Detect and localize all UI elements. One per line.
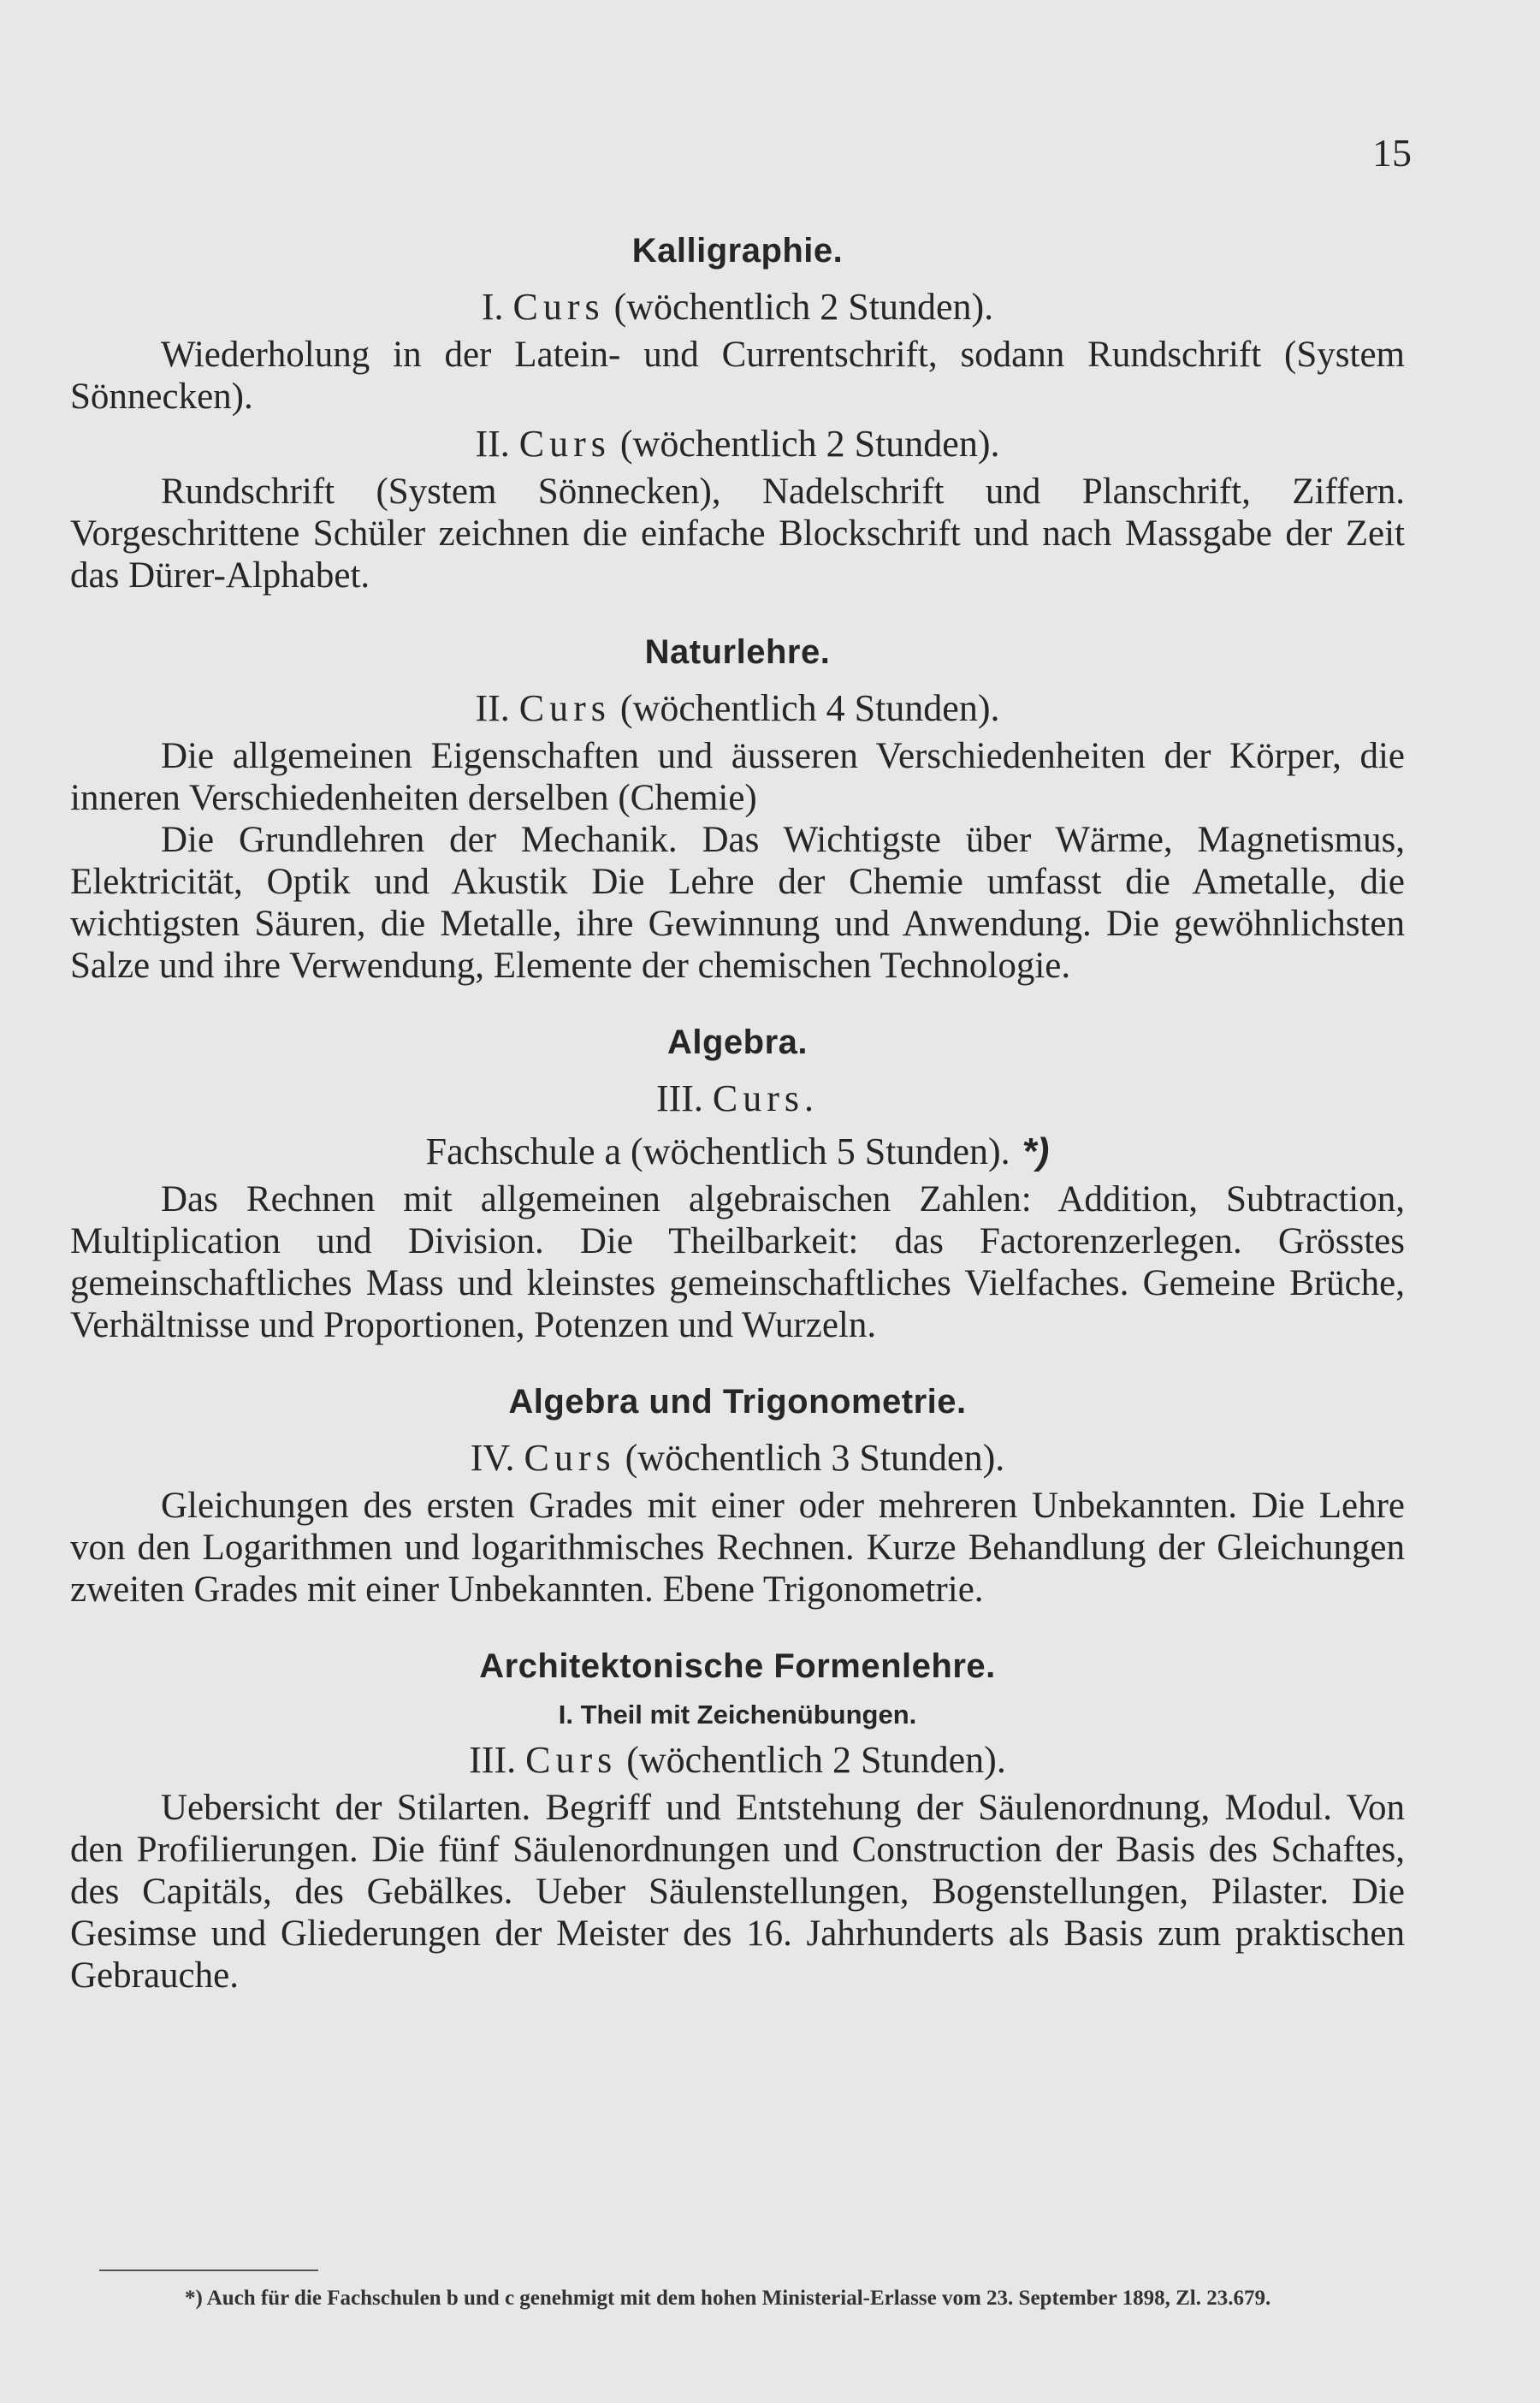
paragraph: Gleichungen des ersten Grades mit einer oder mehreren Unbekannten. Die Lehre von den Logarithmen und logarithmisches Rechnen. Kurze Behandlung der Gleichungen zweiten Grades mit einer Unbekannten. Ebene Trigonometrie.	[70, 1486, 1405, 1610]
paragraph: Das Rechnen mit allgemeinen algebraischen Zahlen: Addition, Subtraction, Multiplication und Division. Die Theilbarkeit: das Factorenzerlegen. Grösstes gemeinschaftliches Mass und kleinstes gemeinschaftliches Vielfaches. Gemeine Brüche, Verhältnisse und Proportionen, Potenzen und Wurzeln.	[70, 1179, 1405, 1345]
course-number: III.	[655, 1077, 703, 1119]
course-number: II.	[475, 687, 510, 729]
paragraph: Rundschrift (System Sönnecken), Nadelschrift und Planschrift, Ziffern. Vorgeschrittene Schüler zeichnen die einfache Blockschrift und nach Massgabe der Zeit das Dürer-Alphabet.	[70, 472, 1405, 596]
course-number: IV.	[470, 1437, 515, 1479]
course-word: Curs.	[712, 1077, 820, 1119]
course-number: III.	[469, 1739, 517, 1781]
course-word: Curs	[512, 286, 605, 328]
course-word: Curs	[525, 1739, 618, 1781]
course-line	[70, 418, 1405, 471]
schedule-text: Fachschule a (wöchentlich 5 Stunden).	[425, 1130, 1010, 1172]
course-number: I.	[481, 286, 504, 328]
course-word: Curs	[518, 423, 611, 465]
paragraph: Die allgemeinen Eigenschaften und äusseren Verschiedenheiten der Körper, die inneren Verschiedenheiten derselben (Chemie)	[70, 736, 1405, 818]
section-heading: Algebra.	[666, 1024, 808, 1061]
section-subheading: I. Theil mit Zeichenübungen.	[558, 1700, 917, 1730]
course-hours: (wöchentlich 2 Stunden).	[626, 1739, 1006, 1781]
course-hours: (wöchentlich 4 Stunden).	[619, 687, 1000, 729]
section-algebra	[70, 1012, 1405, 1346]
section-heading: Kalligraphie.	[631, 232, 844, 270]
course-line	[70, 1072, 1405, 1125]
course-hours: (wöchentlich 2 Stunden).	[619, 423, 1000, 465]
course-hours: (wöchentlich 2 Stunden).	[613, 286, 994, 328]
paragraph: Uebersicht der Stilarten. Begriff und Entstehung der Säulenordnung, Modul. Von den Profilierungen. Die fünf Säulenordnungen und Construction der Basis des Schaftes, des Capitäls, des Gebälkes. Ueber Säulenstellungen, Bogenstellungen, Pilaster. Die Gesimse und Gliederungen der Meister des 16. Jahrhunderts als Basis zum praktischen Gebrauche.	[70, 1788, 1405, 1996]
footnote: *) Auch für die Fachschulen b und c genehmigt mit dem hohen Ministerial-Erlasse vom 23. September 1898, Zl. 23.679.	[185, 2287, 1271, 2310]
course-hours: (wöchentlich 3 Stunden).	[625, 1437, 1005, 1479]
section-naturlehre	[70, 622, 1405, 987]
course-line	[70, 682, 1405, 735]
page-body	[70, 221, 1405, 1997]
course-line	[70, 1432, 1405, 1485]
page-number: 15	[1372, 131, 1412, 175]
course-line	[70, 281, 1405, 334]
course-schedule-line	[70, 1125, 1405, 1178]
section-kalligraphie	[70, 221, 1405, 596]
course-line	[70, 1734, 1405, 1787]
course-number: II.	[475, 423, 510, 465]
paragraph: Die Grundlehren der Mechanik. Das Wichtigste über Wärme, Magnetismus, Elektricität, Optik und Akustik Die Lehre der Chemie umfasst die Ametalle, die wichtigsten Säuren, die Metalle, ihre Gewinnung und Anwendung. Die gewöhnlichsten Salze und ihre Verwendung, Elemente der chemischen Technologie.	[70, 820, 1405, 986]
paragraph: Wiederholung in der Latein- und Currentschrift, sodann Rundschrift (System Sönnecken).	[70, 335, 1405, 417]
section-heading: Naturlehre.	[644, 633, 831, 671]
section-heading: Architektonische Formenlehre.	[479, 1647, 996, 1685]
section-architektonische-formenlehre	[70, 1636, 1405, 1997]
section-heading: Algebra und Trigonometrie.	[508, 1383, 967, 1421]
course-word: Curs	[524, 1437, 616, 1479]
footnote-divider	[99, 2270, 318, 2271]
footnote-marker: *)	[1022, 1130, 1050, 1172]
course-word: Curs	[518, 687, 611, 729]
section-algebra-trigonometrie	[70, 1372, 1405, 1611]
